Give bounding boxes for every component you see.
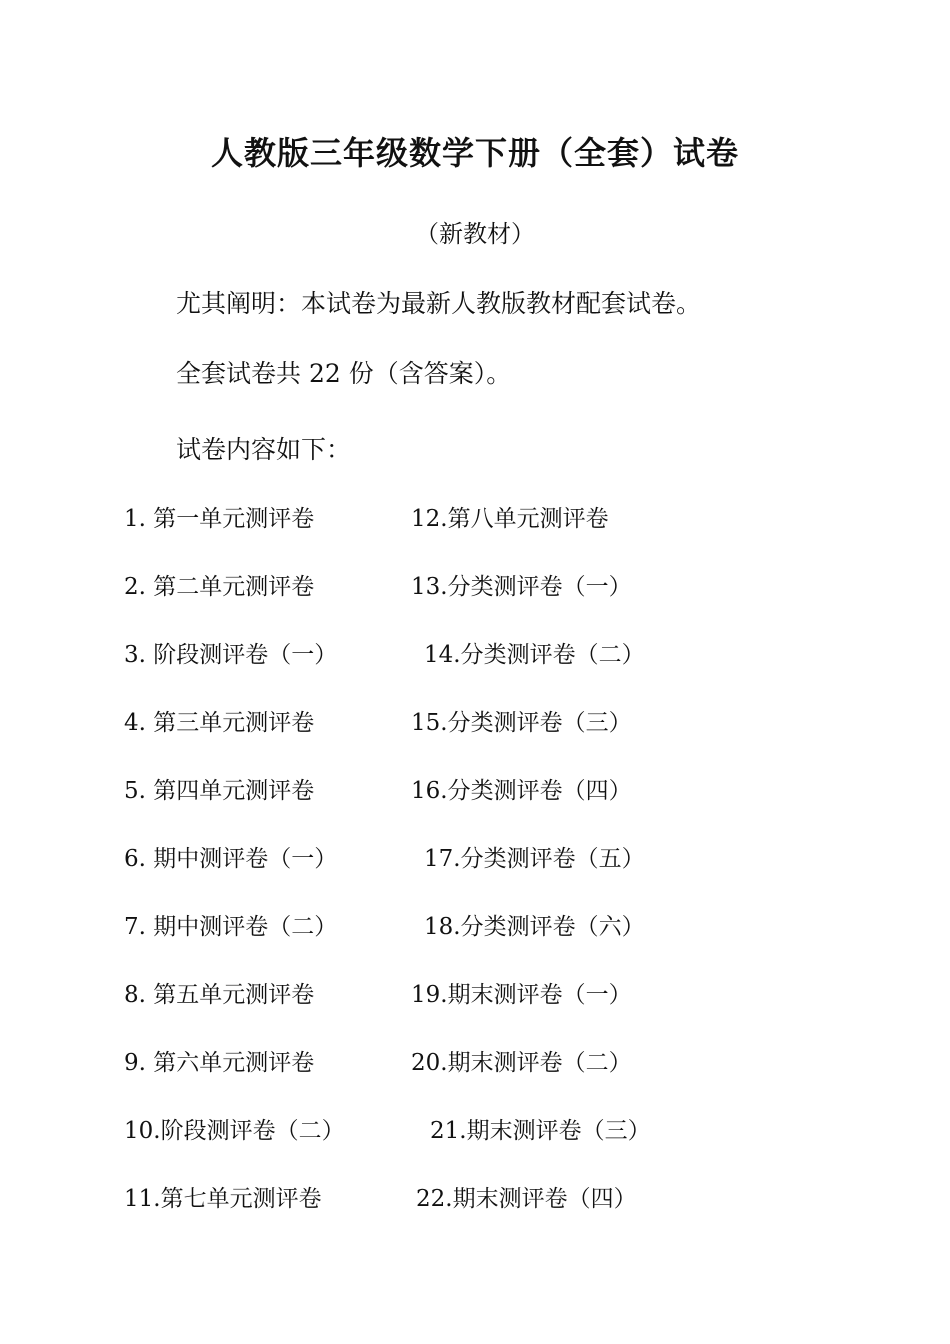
list-item: 10.阶段测评卷（二） — [124, 1118, 345, 1144]
contents-heading: 试卷内容如下： — [176, 435, 352, 464]
list-item: 1. 第一单元测评卷 — [124, 506, 315, 532]
list-item: 7. 期中测评卷（二） — [124, 914, 338, 940]
list-item: 20.期末测评卷（二） — [411, 1050, 632, 1076]
list-item: 3. 阶段测评卷（一） — [124, 642, 338, 668]
list-item: 17.分类测评卷（五） — [424, 846, 645, 872]
list-item: 2. 第二单元测评卷 — [124, 574, 315, 600]
statement-paragraph: 尤其阐明：本试卷为最新人教版教材配套试卷。 — [176, 289, 702, 318]
list-item: 16.分类测评卷（四） — [411, 778, 632, 804]
list-item: 11.第七单元测评卷 — [124, 1186, 322, 1212]
list-item: 5. 第四单元测评卷 — [124, 778, 315, 804]
list-item: 19.期末测评卷（一） — [411, 982, 632, 1008]
list-item: 13.分类测评卷（一） — [411, 574, 632, 600]
list-item: 21.期末测评卷（三） — [430, 1118, 651, 1144]
list-item: 12.第八单元测评卷 — [411, 506, 609, 532]
list-item: 22.期末测评卷（四） — [416, 1186, 637, 1212]
list-item: 8. 第五单元测评卷 — [124, 982, 315, 1008]
list-item: 4. 第三单元测评卷 — [124, 710, 315, 736]
count-paragraph: 全套试卷共 22 份（含答案）。 — [176, 359, 512, 388]
list-item: 15.分类测评卷（三） — [411, 710, 632, 736]
list-item: 9. 第六单元测评卷 — [124, 1050, 315, 1076]
list-item: 14.分类测评卷（二） — [424, 642, 645, 668]
list-item: 18.分类测评卷（六） — [424, 914, 645, 940]
document-subtitle: （新教材） — [415, 220, 535, 248]
list-item: 6. 期中测评卷（一） — [124, 846, 338, 872]
document-title: 人教版三年级数学下册（全套）试卷 — [210, 134, 739, 172]
